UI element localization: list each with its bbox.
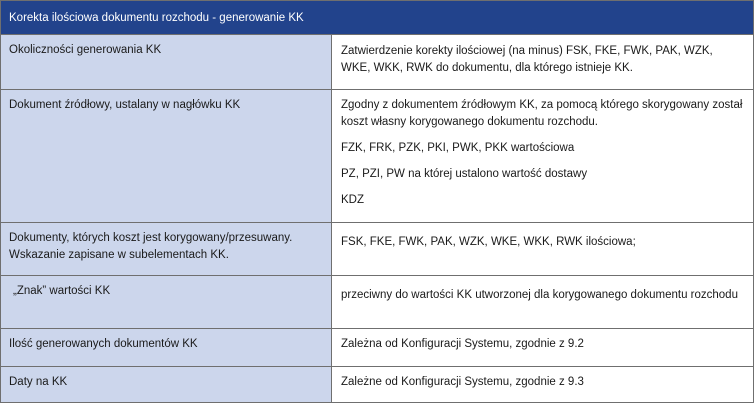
row-value-text: FSK, FKE, FWK, PAK, WZK, WKE, WKK, RWK ilościowa; bbox=[341, 236, 636, 248]
row-label: Ilość generowanych dokumentów KK bbox=[1, 329, 332, 366]
row-value-text: PZ, PZI, PW na której ustalono wartość dostawy bbox=[341, 168, 588, 180]
table-row bbox=[1, 276, 753, 329]
table-title: Korekta ilościowa dokumentu rozchodu - generowanie KK bbox=[1, 1, 753, 35]
table-row bbox=[1, 367, 753, 402]
row-value bbox=[332, 329, 753, 366]
row-value-text: Zatwierdzenie korekty ilościowej (na minus) FSK, FKE, FWK, PAK, WZK, WKE, WKK, RWK do dokumentu, dla którego istnieje KK. bbox=[341, 45, 713, 74]
row-value-text: przeciwny do wartości KK utworzonej dla korygowanego dokumentu rozchodu bbox=[341, 289, 738, 301]
row-value bbox=[332, 276, 753, 328]
row-value bbox=[332, 90, 753, 222]
row-value bbox=[332, 35, 753, 89]
row-label: Dokumenty, których koszt jest korygowany/przesuwany. Wskazanie zapisane w subelementach KK. bbox=[1, 223, 332, 275]
row-label: „Znak” wartości KK bbox=[1, 276, 332, 328]
table-row bbox=[1, 329, 753, 367]
row-label: Okoliczności generowania KK bbox=[1, 35, 332, 89]
row-value-text: Zależne od Konfiguracji Systemu, zgodnie z 9.3 bbox=[341, 376, 584, 388]
table-row bbox=[1, 35, 753, 90]
row-value-text: Zależna od Konfiguracji Systemu, zgodnie z 9.2 bbox=[341, 338, 584, 350]
row-label: Dokument źródłowy, ustalany w nagłówku KK bbox=[1, 90, 332, 222]
row-value bbox=[332, 367, 753, 402]
row-value-text: Zgodny z dokumentem źródłowym KK, za pomocą którego skorygowany został koszt własny korygowanego dokumentu rozchodu. bbox=[341, 99, 743, 128]
row-label: Daty na KK bbox=[1, 367, 332, 402]
table-row bbox=[1, 223, 753, 276]
row-value-text: FZK, FRK, PZK, PKI, PWK, PKK wartościowa bbox=[341, 142, 575, 154]
row-value bbox=[332, 223, 753, 275]
row-value-text: KDZ bbox=[341, 194, 364, 206]
table-row bbox=[1, 90, 753, 223]
